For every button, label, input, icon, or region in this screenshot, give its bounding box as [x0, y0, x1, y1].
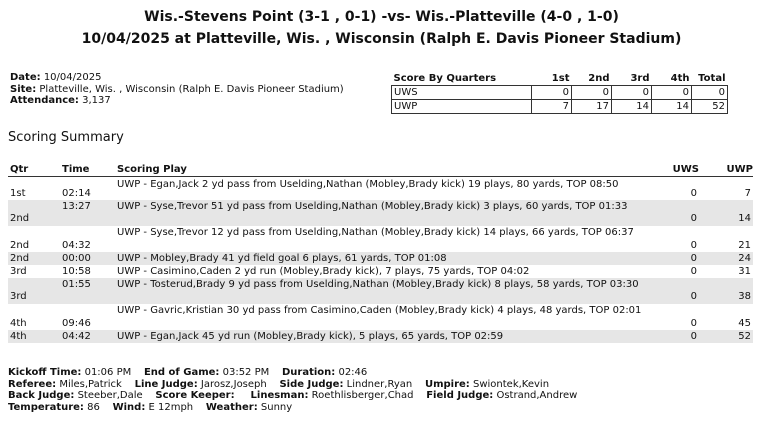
uws-cell: 0 [690, 240, 697, 251]
uwp-cell: 52 [738, 331, 751, 342]
time-cell: 13:27 [62, 201, 91, 212]
officials-line-2 [8, 390, 577, 402]
sbq-row-uws [392, 86, 728, 100]
wind-label: Wind: [112, 401, 146, 413]
game-info [10, 72, 344, 107]
end-value: 03:52 PM [222, 367, 270, 378]
time-cell: 01:55 [62, 279, 91, 290]
sbq-cell: 0 [532, 86, 572, 100]
referee-label: Referee: [8, 378, 57, 390]
time-cell: 04:42 [62, 331, 91, 342]
sbq-cell: 14 [652, 100, 692, 114]
table-row [8, 252, 753, 265]
sbq-header-q1: 1st [532, 72, 572, 86]
play-cell: UWP - Casimino,Caden 2 yd run (Mobley,Brady kick), 7 plays, 75 yards, TOP 04:02 [117, 266, 530, 277]
sbq-header-total: Total [692, 72, 728, 86]
site-value: Platteville, Wis. , Wisconsin (Ralph E. Davis Pioneer Stadium) [39, 83, 344, 95]
sbq-team-name: UWS [392, 86, 532, 100]
date-label: Date: [10, 72, 41, 83]
temperature-label: Temperature: [8, 401, 84, 413]
sbq-header-row [392, 72, 728, 86]
qtr-cell: 3rd [10, 266, 27, 277]
umpire-label: Umpire: [424, 378, 470, 390]
sbq-total: 52 [692, 100, 728, 114]
date-value: 10/04/2025 [43, 72, 102, 83]
uws-cell: 0 [690, 266, 697, 277]
date-line [10, 72, 344, 84]
attendance-line [10, 95, 344, 107]
table-row [8, 304, 753, 330]
timing-line [8, 367, 577, 379]
field-judge-label: Field Judge: [426, 390, 494, 401]
uwp-cell: 7 [744, 188, 751, 199]
sbq-cell: 0 [612, 86, 652, 100]
sbq-total: 0 [692, 86, 728, 100]
uws-cell: 0 [690, 188, 697, 199]
field-judge-value: Ostrand,Andrew [496, 390, 578, 401]
scoring-table [8, 178, 753, 343]
site-line [10, 84, 344, 96]
duration-label: Duration: [281, 367, 336, 378]
line-judge-label: Line Judge: [134, 378, 198, 390]
col-play: Scoring Play [117, 164, 187, 175]
kickoff-value: 01:06 PM [84, 367, 132, 378]
uwp-cell: 31 [738, 266, 751, 277]
col-time: Time [62, 164, 90, 175]
temperature-value: 86 [87, 401, 100, 413]
qtr-cell: 4th [10, 331, 27, 342]
table-row [8, 200, 753, 226]
uwp-cell: 21 [738, 240, 751, 251]
table-row [8, 178, 753, 200]
uws-cell: 0 [690, 213, 697, 224]
linesman-value: Roethlisberger,Chad [311, 390, 414, 401]
wind-value: E 12mph [148, 401, 194, 413]
play-cell: UWP - Syse,Trevor 12 yd pass from Uselding,Nathan (Mobley,Brady kick) 14 plays, 66 yards, TOP 06:37 [117, 227, 634, 238]
score-keeper-label: Score Keeper: [155, 390, 235, 401]
sbq-header-q2: 2nd [572, 72, 612, 86]
col-uwp: UWP [726, 164, 753, 175]
play-cell: UWP - Egan,Jack 45 yd run (Mobley,Brady kick), 5 plays, 65 yards, TOP 02:59 [117, 331, 504, 342]
referee-value: Miles,Patrick [59, 378, 122, 390]
uws-cell: 0 [690, 253, 697, 264]
sbq-cell: 7 [532, 100, 572, 114]
game-subtitle: 10/04/2025 at Platteville, Wis. , Wisconsin (Ralph E. Davis Pioneer Stadium) [81, 31, 682, 47]
table-row [8, 265, 753, 278]
qtr-cell: 2nd [10, 240, 30, 251]
qtr-cell: 3rd [10, 291, 27, 302]
back-judge-value: Steeber,Dale [77, 390, 143, 401]
uws-cell: 0 [690, 318, 697, 329]
linesman-label: Linesman: [250, 390, 309, 401]
table-row [8, 330, 753, 343]
table-row [8, 278, 753, 304]
sbq-cell: 17 [572, 100, 612, 114]
game-officials-footer [8, 367, 577, 413]
time-cell: 00:00 [62, 253, 91, 264]
qtr-cell: 2nd [10, 253, 30, 264]
sbq-cell: 0 [652, 86, 692, 100]
umpire-value: Swiontek,Kevin [473, 378, 550, 390]
sbq-label: Score By Quarters [392, 72, 532, 86]
sbq-header-q3: 3rd [612, 72, 652, 86]
time-cell: 02:14 [62, 188, 91, 199]
weather-line [8, 402, 577, 414]
sbq-row-uwp [392, 100, 728, 114]
officials-line-1 [8, 379, 577, 391]
play-cell: UWP - Tosterud,Brady 9 yd pass from Uselding,Nathan (Mobley,Brady kick) 8 plays, 58 yards, TOP 03:30 [117, 279, 639, 290]
side-judge-value: Lindner,Ryan [346, 378, 413, 390]
uwp-cell: 14 [738, 213, 751, 224]
end-label: End of Game: [143, 367, 220, 378]
uwp-cell: 38 [738, 291, 751, 302]
scoring-summary-heading: Scoring Summary [8, 130, 124, 145]
sbq-team-name: UWP [392, 100, 532, 114]
header-divider [8, 176, 753, 177]
time-cell: 09:46 [62, 318, 91, 329]
uwp-cell: 45 [738, 318, 751, 329]
game-title: Wis.-Stevens Point (3-1 , 0-1) -vs- Wis.-Platteville (4-0 , 1-0) [144, 9, 619, 25]
side-judge-label: Side Judge: [279, 378, 344, 390]
time-cell: 10:58 [62, 266, 91, 277]
attendance-value: 3,137 [82, 95, 111, 106]
play-cell: UWP - Egan,Jack 2 yd pass from Uselding,Nathan (Mobley,Brady kick) 19 plays, 80 yards, TOP 08:50 [117, 179, 619, 190]
qtr-cell: 1st [10, 188, 26, 199]
uws-cell: 0 [690, 291, 697, 302]
uws-cell: 0 [690, 331, 697, 342]
table-row [8, 226, 753, 252]
play-cell: UWP - Gavric,Kristian 30 yd pass from Casimino,Caden (Mobley,Brady kick) 4 plays, 48 yards, TOP 02:01 [117, 305, 642, 316]
sbq-cell: 0 [572, 86, 612, 100]
play-cell: UWP - Mobley,Brady 41 yd field goal 6 plays, 61 yards, TOP 01:08 [117, 253, 447, 264]
qtr-cell: 2nd [10, 213, 30, 224]
attendance-label: Attendance: [10, 95, 79, 106]
col-uws: UWS [672, 164, 699, 175]
qtr-cell: 4th [10, 318, 27, 329]
site-label: Site: [10, 83, 37, 95]
line-judge-value: Jarosz,Joseph [200, 378, 267, 390]
play-cell: UWP - Syse,Trevor 51 yd pass from Uselding,Nathan (Mobley,Brady kick) 3 plays, 60 yards, TOP 01:33 [117, 201, 628, 212]
kickoff-label: Kickoff Time: [8, 367, 82, 378]
sbq-cell: 14 [612, 100, 652, 114]
col-qtr: Qtr [10, 164, 29, 175]
time-cell: 04:32 [62, 240, 91, 251]
duration-value: 02:46 [338, 367, 368, 378]
back-judge-label: Back Judge: [8, 390, 75, 401]
uwp-cell: 24 [738, 253, 751, 264]
score-by-quarters-table [391, 72, 728, 114]
weather-label: Weather: [205, 401, 258, 413]
weather-value: Sunny [260, 401, 293, 413]
sbq-header-q4: 4th [652, 72, 692, 86]
